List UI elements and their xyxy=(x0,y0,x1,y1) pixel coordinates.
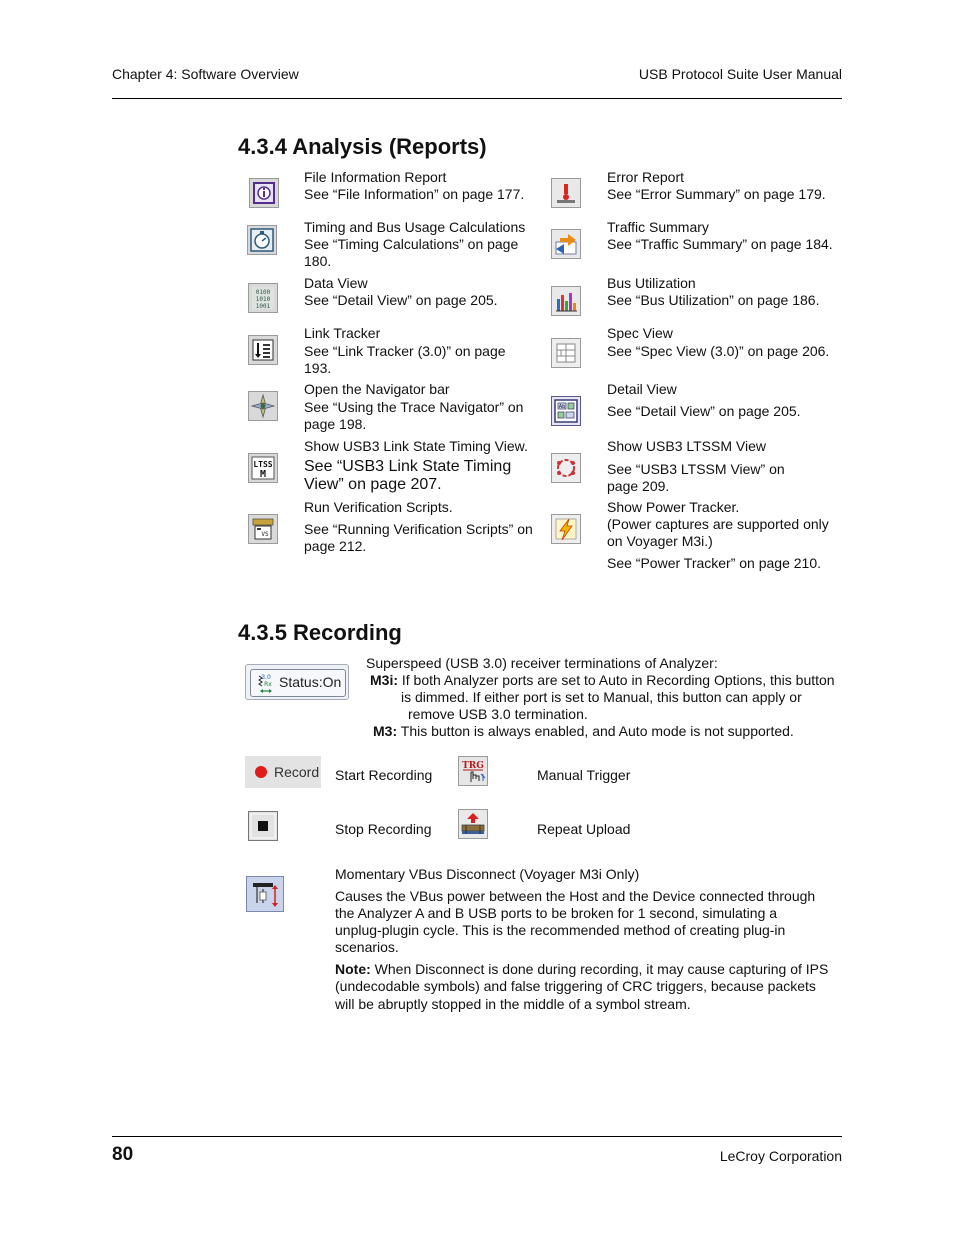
svg-text:M: M xyxy=(259,469,267,480)
power-tracker-icon xyxy=(551,514,581,544)
spec-view-icon xyxy=(551,338,581,368)
vbus-title: Momentary VBus Disconnect (Voyager M3i Only) xyxy=(335,866,640,882)
item-title: Traffic Summary xyxy=(607,219,709,235)
item-title: Show Power Tracker. xyxy=(607,499,740,515)
termination-icon xyxy=(257,672,275,694)
bus-utilization-icon xyxy=(551,286,581,316)
item-title: File Information Report xyxy=(304,169,447,185)
item-title: Open the Navigator bar xyxy=(304,381,450,397)
header-rule xyxy=(112,98,842,99)
vbus-note-1: When Disconnect is done during recording, it may cause capturing of IPS xyxy=(374,961,829,977)
superspeed-description xyxy=(366,655,835,740)
manual-trigger-icon[interactable] xyxy=(458,756,488,786)
item-title: Timing and Bus Usage Calculations xyxy=(304,219,526,235)
running-header-chapter: Chapter 4: Software Overview xyxy=(112,66,299,82)
link-tracker-icon xyxy=(248,335,278,365)
m3i-text: If both Analyzer ports are set to Auto in Recording Options, this button xyxy=(401,672,835,688)
ltss-timing-icon xyxy=(248,453,278,483)
stop-recording-label: Stop Recording xyxy=(335,821,432,837)
superspeed-intro: Superspeed (USB 3.0) receiver terminations of Analyzer: xyxy=(366,655,718,671)
svg-text:0100: 0100 xyxy=(255,289,271,296)
status-on-button[interactable] xyxy=(245,664,349,700)
m3i-label: M3i: xyxy=(370,672,398,688)
svg-text:Ab: Ab xyxy=(558,404,566,410)
item-reference-cont: page 198. xyxy=(304,416,367,432)
data-view-icon xyxy=(248,283,278,313)
stop-recording-button[interactable] xyxy=(248,811,278,841)
manual-trigger-icon-label: TRG xyxy=(462,761,484,771)
running-header-manual: USB Protocol Suite User Manual xyxy=(638,66,842,82)
footer-rule xyxy=(112,1136,842,1137)
traffic-summary-icon xyxy=(551,229,581,259)
record-label: Record xyxy=(274,764,320,780)
item-reference: See “Timing Calculations” on page xyxy=(304,236,519,252)
analysis-item-ltss-timing xyxy=(304,438,528,493)
vbus-body-2: the Analyzer A and B USB ports to be broken for 1 second, simulating a xyxy=(335,905,778,921)
item-title: Spec View xyxy=(607,325,673,341)
analysis-item-timing xyxy=(304,219,525,270)
item-reference-cont: View” on page 207. xyxy=(304,476,442,493)
item-title: Data View xyxy=(304,275,368,291)
item-reference: See “Detail View” on page 205. xyxy=(607,403,801,419)
navigator-icon xyxy=(248,391,278,421)
analysis-item-error-report xyxy=(607,169,826,203)
item-reference: See “Traffic Summary” on page 184. xyxy=(607,236,833,252)
m3-label: M3: xyxy=(373,723,398,739)
item-reference: See “Running Verification Scripts” on xyxy=(304,521,533,537)
page-number: 80 xyxy=(112,1144,134,1165)
m3-text: This button is always enabled, and Auto mode is not supported. xyxy=(400,723,794,739)
start-recording-label: Start Recording xyxy=(335,767,433,783)
analysis-item-file-info xyxy=(304,169,524,203)
vbus-description xyxy=(335,866,828,1013)
item-reference: See “File Information” on page 177. xyxy=(304,186,525,202)
m3-line xyxy=(366,723,835,740)
analysis-item-detail-view xyxy=(607,381,801,420)
analysis-item-verification xyxy=(304,499,533,555)
status-on-button-face xyxy=(250,669,346,697)
status-on-label: Status:On xyxy=(279,674,342,690)
m3i-text-cont2: remove USB 3.0 termination. xyxy=(408,706,588,722)
item-title: Error Report xyxy=(607,169,685,185)
item-reference-cont: 193. xyxy=(304,360,332,376)
svg-text:VS: VS xyxy=(261,531,269,538)
analysis-item-data-view xyxy=(304,275,498,309)
verification-scripts-icon xyxy=(248,514,278,544)
item-reference: See “Spec View (3.0)” on page 206. xyxy=(607,343,830,359)
item-title: Bus Utilization xyxy=(607,275,696,291)
vbus-note-2: (undecodable symbols) and false triggering of CRC triggers, because packets xyxy=(335,978,816,994)
section-heading-recording: 4.3.5 Recording xyxy=(238,620,402,645)
item-reference: See “Bus Utilization” on page 186. xyxy=(607,292,820,308)
item-title: Show USB3 LTSSM View xyxy=(607,438,766,454)
item-reference: See “Link Tracker (3.0)” on page xyxy=(304,343,506,359)
m3i-text-cont: is dimmed. If either port is set to Manual, this button can apply or xyxy=(401,689,802,705)
detail-view-icon xyxy=(551,396,581,426)
item-note-cont: on Voyager M3i.) xyxy=(607,533,713,549)
record-button[interactable] xyxy=(245,756,321,788)
footer-company: LeCroy Corporation xyxy=(719,1148,842,1164)
item-reference-cont: page 209. xyxy=(607,478,670,494)
vbus-note-3: will be abruptly stopped in the middle of a symbol stream. xyxy=(335,996,691,1012)
timing-calc-icon xyxy=(247,225,277,255)
vbus-body-4: scenarios. xyxy=(335,939,399,955)
analysis-item-power-tracker xyxy=(607,499,829,572)
item-title: Run Verification Scripts. xyxy=(304,499,453,515)
svg-text:LTSS: LTSS xyxy=(253,460,273,469)
note-label: Note: xyxy=(335,961,371,977)
item-reference: See “USB3 LTSSM View” on xyxy=(607,461,785,477)
item-reference: See “Using the Trace Navigator” on xyxy=(304,399,524,415)
svg-text:1001: 1001 xyxy=(255,303,271,310)
analysis-item-bus-utilization xyxy=(607,275,819,309)
section-heading-analysis: 4.3.4 Analysis (Reports) xyxy=(238,134,487,159)
repeat-upload-icon[interactable] xyxy=(458,809,488,839)
item-reference: See “USB3 Link State Timing xyxy=(304,458,512,475)
vbus-body-3: unplug-plugin cycle. This is the recommended method of creating plug-in xyxy=(335,922,786,938)
analysis-item-traffic-summary xyxy=(607,219,833,253)
item-note: (Power captures are supported only xyxy=(607,516,829,532)
vbus-disconnect-button[interactable] xyxy=(246,876,284,912)
termination-icon-label: 3.0 xyxy=(261,674,271,681)
item-reference-cont: 180. xyxy=(304,253,332,269)
item-reference: See “Power Tracker” on page 210. xyxy=(607,555,822,571)
item-reference: See “Detail View” on page 205. xyxy=(304,292,498,308)
item-title: Show USB3 Link State Timing View. xyxy=(304,438,528,454)
record-dot-icon xyxy=(255,766,267,778)
m3i-line xyxy=(366,672,835,689)
file-info-icon xyxy=(249,178,279,208)
svg-text:Rx: Rx xyxy=(264,681,272,688)
vbus-body-1: Causes the VBus power between the Host and the Device connected through xyxy=(335,888,816,904)
item-title: Link Tracker xyxy=(304,325,381,341)
vbus-note-line xyxy=(335,961,828,978)
item-reference: See “Error Summary” on page 179. xyxy=(607,186,826,202)
svg-text:1010: 1010 xyxy=(255,296,271,303)
item-reference-cont: page 212. xyxy=(304,538,367,554)
analysis-item-navigator xyxy=(304,381,523,433)
analysis-item-spec-view xyxy=(607,325,829,360)
item-title: Detail View xyxy=(607,381,677,397)
repeat-upload-label: Repeat Upload xyxy=(537,821,631,837)
analysis-item-link-tracker xyxy=(304,325,506,377)
analysis-item-ltssm-view xyxy=(607,438,785,495)
ltssm-view-icon xyxy=(551,453,581,483)
manual-trigger-label: Manual Trigger xyxy=(537,767,631,783)
error-report-icon xyxy=(551,178,581,208)
